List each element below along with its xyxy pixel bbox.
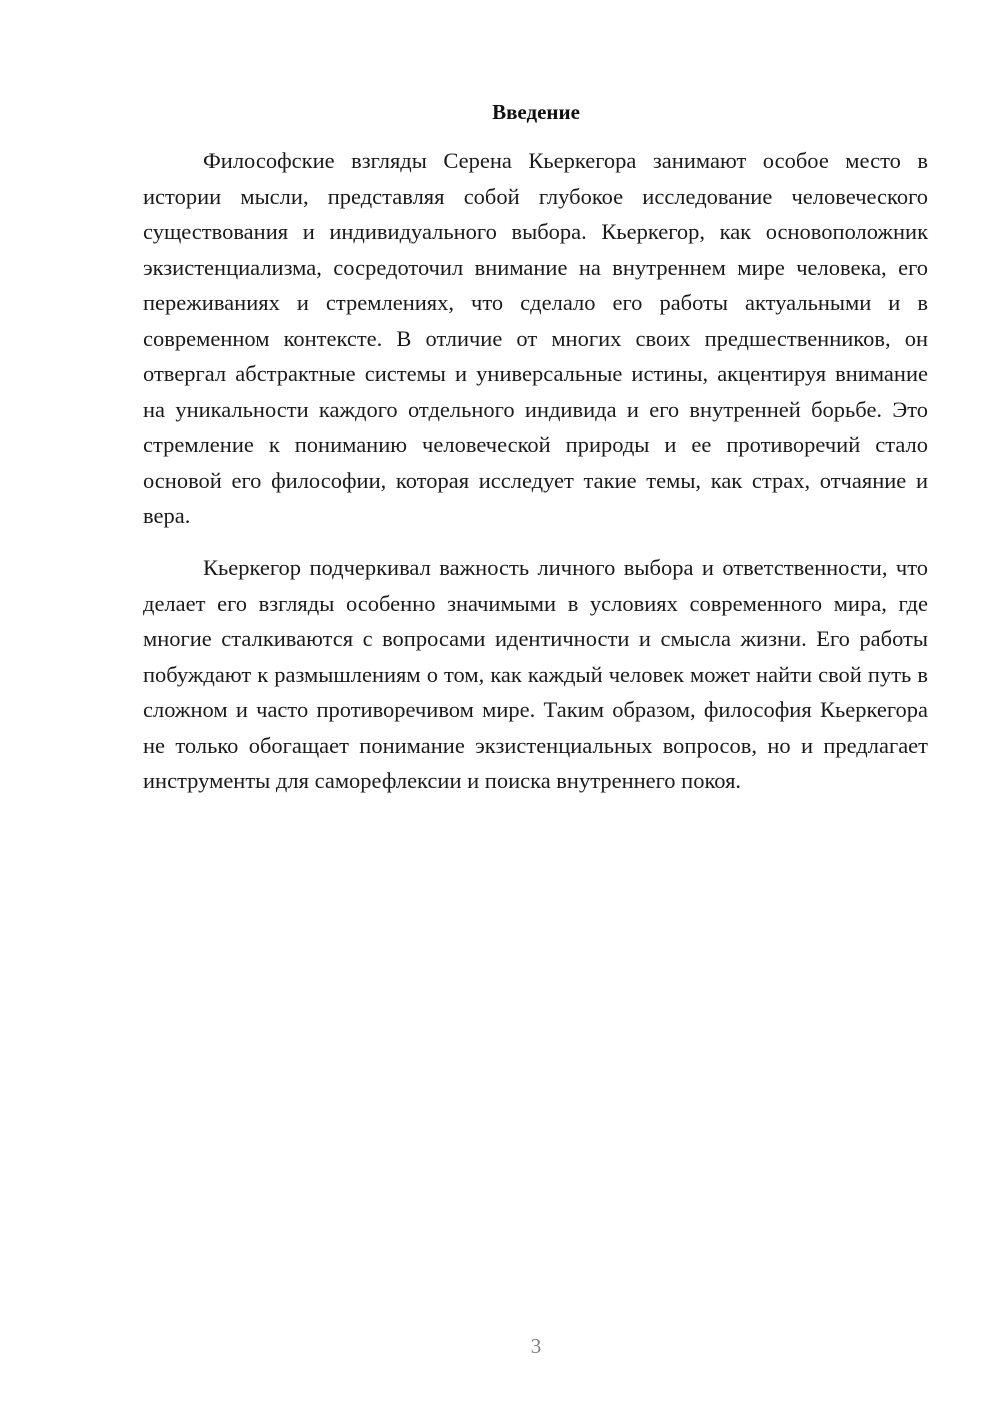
page-number: 3 (530, 1334, 542, 1358)
body-paragraph-2: Кьеркегор подчеркивал важность личного выбора и ответственности, что делает его взгляды особенно значимыми в условиях современного мира, где многие сталкиваются с вопросами идентичности и смысла жизни. Его работы побуждают к размышлениям о том, как каждый человек может найти свой путь в сложном и часто противоречивом мире. Таким образом, философия Кьеркегора не только обогащает понимание экзистенциальных вопросов, но и предлагает инструменты для саморефлексии и поиска внутреннего покоя. (143, 555, 928, 793)
body-paragraph-1: Философские взгляды Серена Кьеркегора занимают особое место в истории мысли, представляя собой глубокое исследование человеческого существования и индивидуального выбора. Кьеркегор, как основоположник экзистенциализма, сосредоточил внимание на внутреннем мире человека, его переживаниях и стремлениях, что сделало его работы актуальными и в современном контексте. В отличие от многих своих предшественников, он отвергал абстрактные системы и универсальные истины, акцентируя внимание на уникальности каждого отдельного индивида и его внутренней борьбе. Это стремление к пониманию человеческой природы и ее противоречий стало основой его философии, которая исследует такие темы, как страх, отчаяние и вера. (143, 148, 928, 528)
section-heading: Введение (492, 100, 580, 124)
